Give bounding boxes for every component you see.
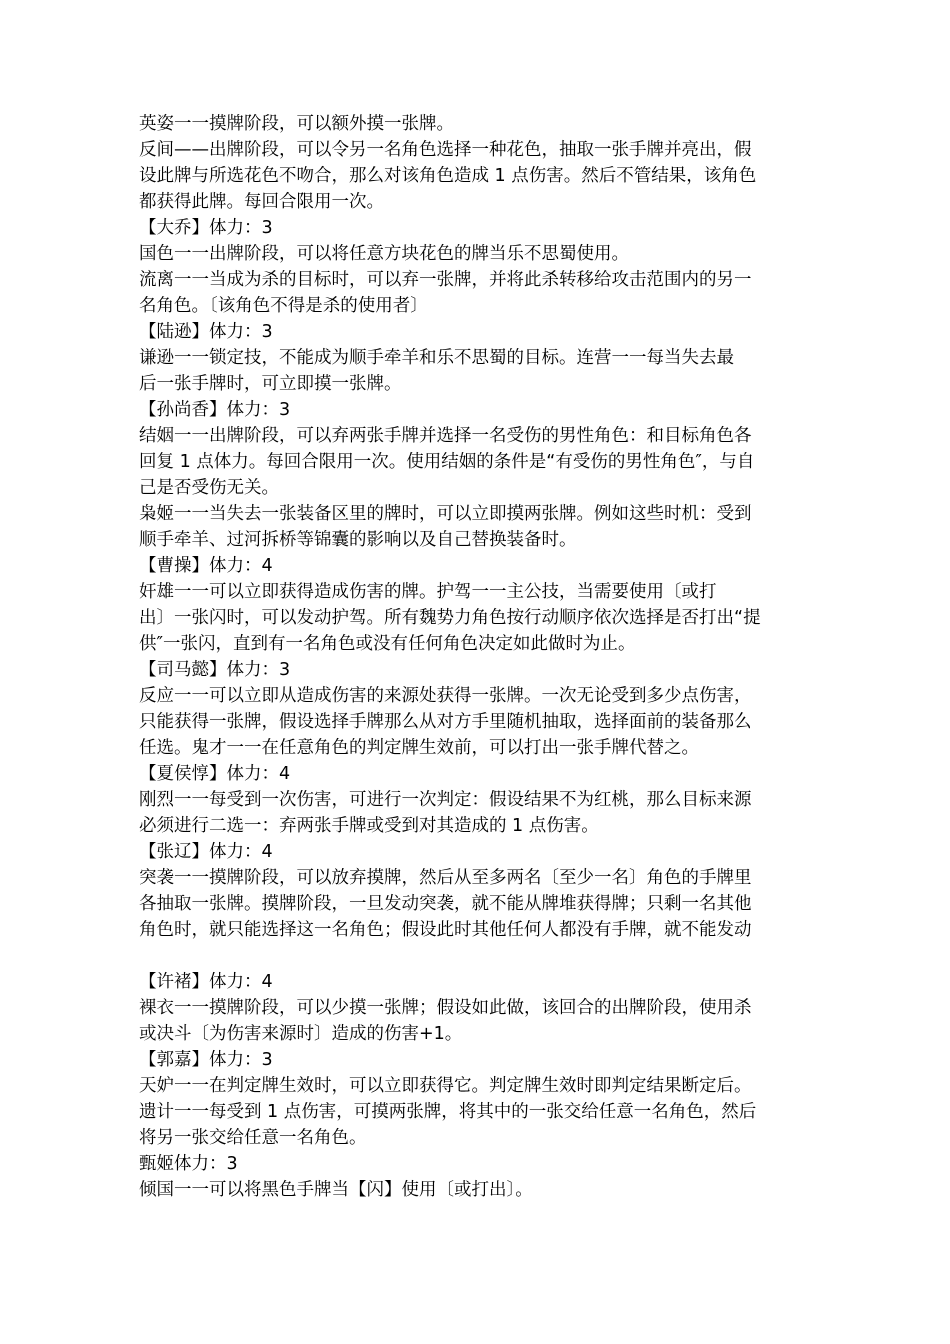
text-line: 谦逊一一锁定技，不能成为顺手牵羊和乐不思蜀的目标。连营一一每当失去最: [139, 348, 734, 368]
text-line: 裸衣一一摸牌阶段，可以少摸一张牌；假设如此做，该回合的出牌阶段，使用杀: [139, 998, 752, 1018]
text-line: 天妒一一在判定牌生效时，可以立即获得它。判定牌生效时即判定结果断定后。: [139, 1076, 752, 1096]
text-line: 设此牌与所选花色不吻合，那么对该角色造成 1 点伤害。然后不管结果，该角色: [139, 166, 757, 186]
text-line: 将另一张交给任意一名角色。: [139, 1128, 367, 1148]
text-line: 倾国一一可以将黑色手牌当【闪】使用〔或打出〕。: [139, 1180, 533, 1200]
document-body: [139, 111, 819, 1203]
text-line: 供″一张闪，直到有一名角色或没有任何角色决定如此做时为止。: [139, 634, 636, 654]
section-heading: 【郭嘉】体力：3: [139, 1050, 273, 1070]
text-line: 顺手牵羊、过河拆桥等锦囊的影响以及自己替换装备时。: [139, 530, 577, 550]
text-line: 刚烈一一每受到一次伤害，可进行一次判定：假设结果不为红桃，那么目标来源: [139, 790, 752, 810]
text-line: 后一张手牌时，可立即摸一张牌。: [139, 374, 402, 394]
text-line: 回复 1 点体力。每回合限用一次。使用结姻的条件是“有受伤的男性角色″，与自: [139, 452, 755, 472]
text-line: 奸雄一一可以立即获得造成伤害的牌。护驾一一主公技，当需要使用〔或打: [139, 582, 717, 602]
blank-line: [139, 943, 819, 969]
text-line: 国色一一出牌阶段，可以将任意方块花色的牌当乐不思蜀使用。: [139, 244, 629, 264]
text-line: 英姿一一摸牌阶段，可以额外摸一张牌。: [139, 114, 454, 134]
text-line: 反应一一可以立即从造成伤害的来源处获得一张牌。一次无论受到多少点伤害，: [139, 686, 752, 706]
text-line: 只能获得一张牌，假设选择手牌那么从对方手里随机抽取，选择面前的装备那么: [139, 712, 752, 732]
text-line: 反间——出牌阶段，可以令另一名角色选择一种花色，抽取一张手牌并亮出，假: [139, 140, 752, 160]
section-heading: 【曹操】体力：4: [139, 556, 273, 576]
text-line: 结姻一一出牌阶段，可以弃两张手牌并选择一名受伤的男性角色：和目标角色各: [139, 426, 752, 446]
text-line: 都获得此牌。每回合限用一次。: [139, 192, 384, 212]
text-line: 角色时，就只能选择这一名角色；假设此时其他任何人都没有手牌，就不能发动: [139, 920, 752, 940]
text-line: 遗计一一每受到 1 点伤害，可摸两张牌，将其中的一张交给任意一名角色，然后: [139, 1102, 757, 1122]
section-heading: 【许褚】体力：4: [139, 972, 273, 992]
text-line: 枭姬一一当失去一张装备区里的牌时，可以立即摸两张牌。例如这些时机：受到: [139, 504, 752, 524]
text-line: 必须进行二选一：弃两张手牌或受到对其造成的 1 点伤害。: [139, 816, 599, 836]
section-heading: 【陆逊】体力：3: [139, 322, 273, 342]
section-heading: 【司马懿】体力：3: [139, 660, 291, 680]
section-heading: 【孙尚香】体力：3: [139, 400, 291, 420]
text-line: 名角色。〔该角色不得是杀的使用者〕: [139, 296, 428, 316]
section-heading: 【夏侯惇】体力：4: [139, 764, 291, 784]
text-line: 任选。鬼才一一在任意角色的判定牌生效前，可以打出一张手牌代替之。: [139, 738, 699, 758]
text-line: 突袭一一摸牌阶段，可以放弃摸牌，然后从至多两名〔至少一名〕角色的手牌里: [139, 868, 752, 888]
text-line: 流离一一当成为杀的目标时，可以弃一张牌，并将此杀转移给攻击范围内的另一: [139, 270, 752, 290]
text-line: 各抽取一张牌。摸牌阶段，一旦发动突袭，就不能从牌堆获得牌；只剩一名其他: [139, 894, 752, 914]
text-line: 己是否受伤无关。: [139, 478, 279, 498]
text-line: 或决斗〔为伤害来源时〕造成的伤害+1。: [139, 1024, 463, 1044]
section-heading: 甄姬体力：3: [139, 1154, 238, 1174]
section-heading: 【大乔】体力：3: [139, 218, 273, 238]
text-line: 出〕一张闪时，可以发动护驾。所有魏势力角色按行动顺序依次选择是否打出“提: [139, 608, 761, 628]
section-heading: 【张辽】体力：4: [139, 842, 273, 862]
